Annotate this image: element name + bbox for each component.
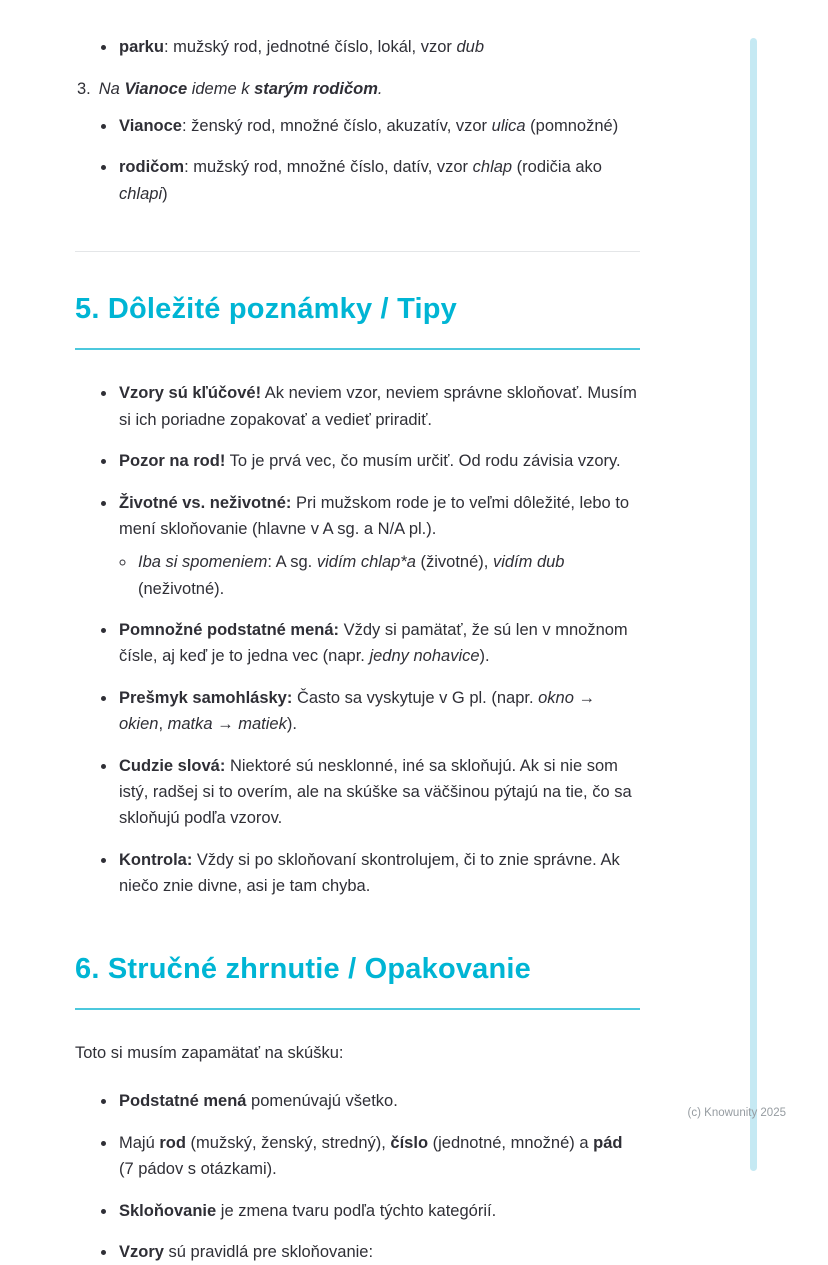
item-number: 3. <box>77 80 91 99</box>
list-item-text: Vianoce: ženský rod, množné číslo, akuzatív, vzor ulica (pomnožné) <box>119 116 619 135</box>
list-item-text: Vzory sú pravidlá pre skloňovanie: <box>119 1242 374 1261</box>
list-item-text: parku: mužský rod, jednotné číslo, lokál, vzor dub <box>119 38 485 56</box>
list-item <box>117 448 640 474</box>
list-item <box>117 380 640 433</box>
item-text: Na Vianoce ideme k starým rodičom. <box>98 80 383 99</box>
list-item-vianoce <box>117 113 640 139</box>
section-5-list <box>75 380 640 899</box>
section-divider <box>75 251 640 252</box>
list-item-text: Majú rod (mužský, ženský, stredný), číslo (jednotné, množné) a pád (7 pádov s otázkami). <box>119 1133 623 1179</box>
example-3-sublist <box>75 113 640 207</box>
list-item <box>117 685 640 738</box>
list-item-text: Prešmyk samohlásky: Často sa vyskytuje v G pl. (napr. okno → okien, matka → matiek). <box>119 688 595 734</box>
list-item <box>117 617 640 670</box>
section-6-intro: Toto si musím zapamätať na skúšku: <box>75 1043 344 1062</box>
list-item <box>117 753 640 832</box>
section-5-heading: 5. Dôležité poznámky / Tipy <box>75 286 640 350</box>
list-item <box>117 1130 640 1183</box>
list-item-text: Životné vs. neživotné: Pri mužskom rode je to veľmi dôležité, lebo to mení skloňovanie (hlavne v A sg. a N/A pl.). <box>119 493 630 538</box>
list-item <box>117 1198 640 1224</box>
list-item <box>117 490 640 603</box>
list-item <box>117 847 640 900</box>
example-2-sublist <box>75 34 640 60</box>
list-item-text: Kontrola: Vždy si po skloňovaní skontrolujem, či to znie správne. Ak niečo znie divne, asi je tam chyba. <box>119 850 620 896</box>
list-item-text: Podstatné mená pomenúvajú všetko. <box>119 1092 398 1111</box>
copyright-footer: (c) Knowunity 2025 <box>687 1107 786 1119</box>
list-item-text: Vzory sú kľúčové! Ak neviem vzor, neviem správne skloňovať. Musím si ich poriadne zopakovať a vedieť priradiť. <box>119 384 637 429</box>
list-item-note <box>136 549 640 602</box>
list-item-text: Skloňovanie je zmena tvaru podľa týchto kategórií. <box>119 1201 497 1220</box>
list-item-rodicom <box>117 154 640 207</box>
list-item <box>117 1239 640 1265</box>
section-6-list <box>75 1088 640 1265</box>
example-item-3 <box>77 76 640 102</box>
section-6-heading: 6. Stručné zhrnutie / Opakovanie <box>75 946 640 1010</box>
list-item-text: Pozor na rod! To je prvá vec, čo musím určiť. Od rodu závisia vzory. <box>119 452 621 471</box>
list-item-text: rodičom: mužský rod, množné číslo, datív, vzor chlap (rodičia ako chlapi) <box>119 158 602 203</box>
page-edge-bar <box>750 38 757 1171</box>
section-5-sublist <box>119 549 640 602</box>
list-item-text: Iba si spomeniem: A sg. vidím chlap*a (životné), vidím dub (neživotné). <box>138 553 565 598</box>
list-item-text: Pomnožné podstatné mená: Vždy si pamätať, že sú len v množnom čísle, aj keď je to jedna vec (napr. jedny nohavice). <box>119 621 628 666</box>
list-item <box>117 1088 640 1114</box>
list-item-parku <box>117 34 640 60</box>
list-item-text: Cudzie slová: Niektoré sú nesklonné, iné sa skloňujú. Ak si nie som istý, radšej si to overím, ale na skúške sa väčšinou pýtajú na tie, čo sa skloňujú podľa vzorov. <box>119 756 632 828</box>
